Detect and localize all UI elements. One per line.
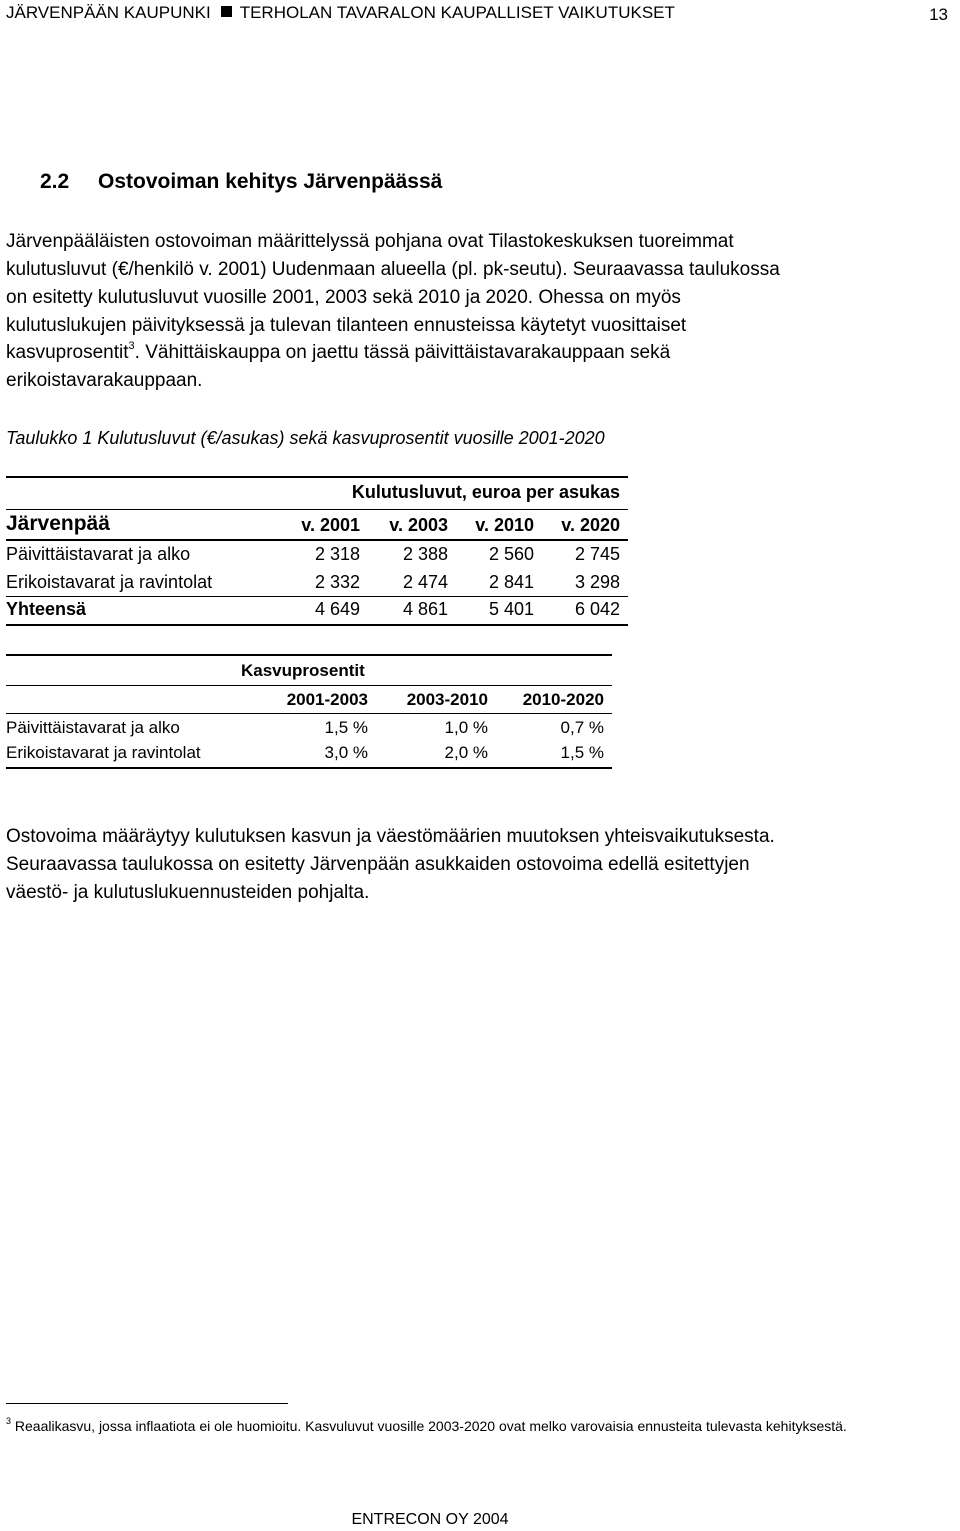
paragraph-line: kulutuslukujen päivityksessä ja tulevan tilanteen ennusteissa käytetyt vuosittaiset	[6, 315, 687, 336]
column-header: v. 2010	[475, 515, 534, 535]
row-label: Erikoistavarat ja ravintolat	[6, 572, 213, 592]
row-label: Päivittäistavarat ja alko	[6, 718, 180, 737]
paragraph-line: Ostovoima määräytyy kulutuksen kasvun ja väestömäärien muutoksen yhteisvaikutuksesta.	[6, 826, 775, 847]
table-cell: 4 649	[314, 599, 360, 619]
table-cell: 2,0 %	[444, 743, 488, 762]
footnote-text: Reaalikasvu, jossa inflaatiota ei ole huomioitu. Kasvuluvut vuosille 2003-2020 ovat melko varovaisia ennusteita tulevasta kehityksestä.	[14, 1418, 847, 1434]
page-footer: ENTRECON OY 2004	[351, 1511, 509, 1528]
column-header: 2010-2020	[522, 690, 604, 709]
table-cell: 0,7 %	[560, 718, 604, 737]
paragraph-line: on esitetty kulutusluvut vuosille 2001, 2003 sekä 2010 ja 2020. Ohessa on myös	[6, 287, 681, 308]
table-group-header: Kulutusluvut, euroa per asukas	[351, 482, 620, 502]
section-heading	[40, 170, 442, 194]
section-title: Ostovoiman kehitys Järvenpäässä	[98, 170, 443, 193]
footnote-marker: 3	[6, 1416, 12, 1426]
column-header: v. 2001	[301, 515, 360, 535]
text-span: kasvuprosentit	[6, 342, 129, 363]
paragraph-line: väestö- ja kulutuslukuennusteiden pohjalta.	[6, 882, 370, 903]
table-cell: 6 042	[574, 599, 620, 619]
table-cell: 2 560	[488, 544, 534, 564]
column-header: 2003-2010	[406, 690, 488, 709]
table-caption: Taulukko 1 Kulutusluvut (€/asukas) sekä kasvuprosentit vuosille 2001-2020	[6, 428, 605, 448]
footnote	[6, 1418, 847, 1434]
column-header: 2001-2003	[286, 690, 368, 709]
table-rule-bottom	[6, 767, 612, 769]
table-rule	[6, 713, 612, 714]
paragraph-line: erikoistavarakauppaan.	[6, 370, 203, 391]
footnote-reference: 3	[128, 340, 135, 352]
table-cell: 1,0 %	[444, 718, 488, 737]
paragraph-line	[6, 342, 670, 364]
paragraph-line: Seuraavassa taulukossa on esitetty Järvenpään asukkaiden ostovoima edellä esitettyjen	[6, 854, 750, 875]
table-rule-bottom	[6, 624, 628, 626]
header-report-title: TERHOLAN TAVARALON KAUPALLISET VAIKUTUKSET	[239, 3, 675, 22]
column-header: v. 2003	[389, 515, 448, 535]
row-label: Päivittäistavarat ja alko	[6, 544, 191, 564]
table-rule	[6, 596, 628, 597]
table-cell: 2 332	[314, 572, 360, 592]
text-span: . Vähittäiskauppa on jaettu tässä päivittäistavarakauppaan sekä	[134, 342, 671, 363]
row-label: Erikoistavarat ja ravintolat	[6, 743, 201, 762]
square-bullet-icon	[221, 6, 232, 17]
footnote-separator	[6, 1403, 288, 1404]
header-city: JÄRVENPÄÄN KAUPUNKI	[6, 3, 211, 22]
table-cell: 4 861	[402, 599, 448, 619]
section-number: 2.2	[40, 170, 70, 193]
table-cell: 3 298	[574, 572, 620, 592]
table-rule	[6, 509, 628, 510]
table-cell: 3,0 %	[324, 743, 368, 762]
row-label-total: Yhteensä	[6, 599, 87, 619]
table-cell: 5 401	[488, 599, 534, 619]
table-rule	[6, 685, 612, 686]
table-cell: 2 745	[574, 544, 620, 564]
paragraph-line: kulutusluvut (€/henkilö v. 2001) Uudenmaan alueella (pl. pk-seutu). Seuraavassa taulukossa	[6, 259, 780, 280]
paragraph-line: Järvenpääläisten ostovoiman määrittelyssä pohjana ovat Tilastokeskuksen tuoreimmat	[6, 231, 734, 252]
page-number: 13	[929, 5, 948, 24]
table-cell: 2 841	[488, 572, 534, 592]
table-cell: 2 388	[402, 544, 448, 564]
table-group-header: Kasvuprosentit	[241, 661, 365, 680]
table-cell: 1,5 %	[560, 743, 604, 762]
running-header	[6, 3, 675, 23]
table-cell: 1,5 %	[324, 718, 368, 737]
table-rule-top	[6, 654, 612, 656]
table-cell: 2 474	[402, 572, 448, 592]
table-rule	[6, 539, 628, 541]
table-row-header: Järvenpää	[6, 512, 110, 535]
table-rule-top	[6, 476, 628, 478]
table-cell: 2 318	[314, 544, 360, 564]
column-header: v. 2020	[561, 515, 620, 535]
